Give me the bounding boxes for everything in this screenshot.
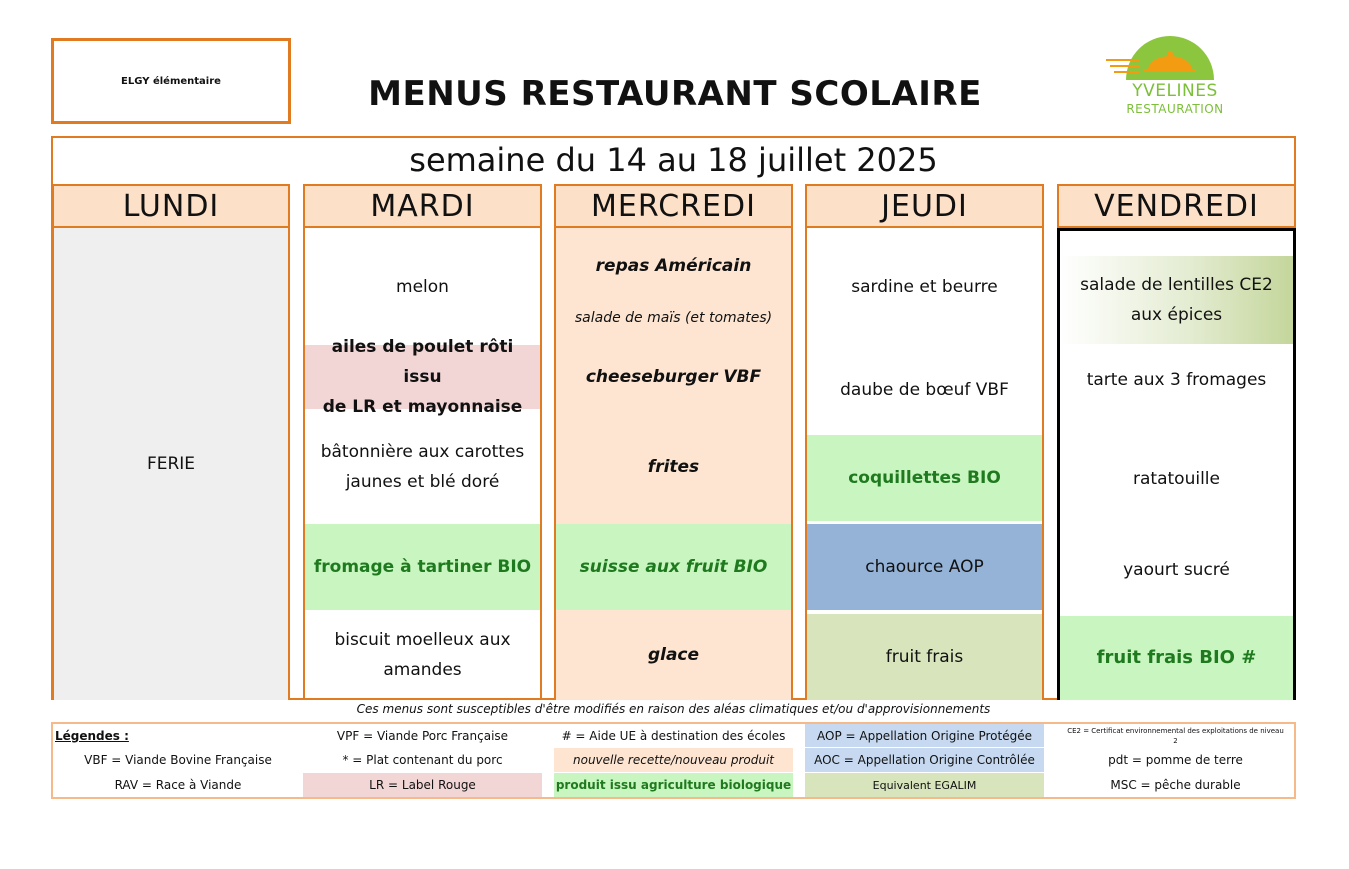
tuesday-main-line2: de LR et mayonnaise — [322, 397, 523, 417]
wednesday-main — [556, 345, 791, 409]
wednesday-dessert — [556, 610, 791, 700]
legend-ue: # = Aide UE à destination des écoles — [561, 728, 786, 743]
tuesday-starter-text: melon — [396, 276, 449, 297]
legend-aop: AOP = Appellation Origine Protégée — [805, 724, 1044, 747]
monday-holiday — [54, 228, 288, 700]
logo-text-restauration: RESTAURATION — [1126, 102, 1224, 116]
thursday-main — [807, 345, 1042, 435]
logo-text-yvelines: YVELINES — [1132, 81, 1218, 101]
legend-title: Légendes : — [55, 728, 129, 743]
tuesday-column — [303, 228, 542, 700]
thursday-dessert — [807, 614, 1042, 700]
day-header-friday: VENDREDI — [1057, 184, 1296, 228]
disclaimer-notice: Ces menus sont susceptibles d'être modifiés en raison des aléas climatiques et/ou d'approvisionnements — [356, 702, 991, 716]
legend-vbf: VBF = Viande Bovine Française — [84, 753, 272, 767]
tuesday-dessert — [305, 610, 540, 700]
page-title: MENUS RESTAURANT SCOLAIRE — [368, 74, 982, 114]
wednesday-dairy — [556, 524, 791, 610]
legend-egalim: Equivalent EGALIM — [805, 773, 1044, 797]
school-name: ELGY élémentaire — [121, 75, 221, 87]
friday-starter-line1: salade de lentilles CE2 — [1080, 275, 1273, 295]
wednesday-side-text: frites — [647, 456, 700, 477]
friday-dairy-text: yaourt sucré — [1123, 560, 1230, 580]
wednesday-theme-text: repas Américain — [595, 256, 752, 276]
legend-vpf: VPF = Viande Porc Française — [336, 728, 509, 743]
legend-rav: RAV = Race à Viande — [114, 778, 242, 792]
friday-dessert-text: fruit frais BIO # — [1096, 647, 1257, 668]
friday-column — [1057, 228, 1296, 700]
friday-dessert — [1060, 616, 1293, 700]
day-header-thursday: JEUDI — [805, 184, 1044, 228]
thursday-dessert-text: fruit frais — [885, 647, 964, 667]
school-name-box — [51, 38, 291, 124]
wednesday-starter-text: salade de maïs (et tomates) — [574, 310, 773, 326]
tuesday-dessert-line2: amandes — [383, 660, 462, 680]
thursday-column — [805, 228, 1044, 700]
legend-bio: produit issu agriculture biologique — [554, 773, 793, 797]
friday-side-text: ratatouille — [1133, 469, 1220, 489]
tuesday-side-line1: bâtonnière aux carottes — [320, 441, 525, 462]
legend-pork: * = Plat contenant du porc — [342, 753, 503, 767]
wednesday-starter — [556, 300, 791, 336]
wednesday-theme — [556, 248, 791, 284]
wednesday-dessert-text: glace — [647, 645, 700, 665]
wednesday-column — [554, 228, 793, 700]
thursday-dairy-text: chaource AOP — [865, 557, 984, 577]
thursday-side-text: coquillettes BIO — [848, 468, 1001, 488]
tuesday-dairy — [305, 524, 540, 610]
monday-column — [52, 228, 290, 700]
friday-dairy — [1060, 527, 1293, 613]
holiday-label: FERIE — [146, 454, 196, 474]
tuesday-dairy-text: fromage à tartiner BIO — [313, 557, 532, 577]
legend-new-recipe: nouvelle recette/nouveau produit — [554, 748, 793, 772]
day-header-wednesday: MERCREDI — [554, 184, 793, 228]
tuesday-side-line2: jaunes et blé doré — [345, 471, 500, 492]
day-header-monday: LUNDI — [52, 184, 290, 228]
legend-aoc: AOC = Appellation Origine Contrôlée — [805, 748, 1044, 772]
day-header-tuesday: MARDI — [303, 184, 542, 228]
wednesday-side — [556, 409, 791, 524]
thursday-starter — [807, 228, 1042, 345]
tuesday-side — [305, 409, 540, 524]
legend-lr: LR = Label Rouge — [303, 773, 542, 797]
friday-main-text: tarte aux 3 fromages — [1086, 370, 1267, 390]
legend-msc: MSC = pêche durable — [1110, 778, 1241, 792]
friday-starter — [1060, 256, 1293, 344]
thursday-side — [807, 435, 1042, 521]
friday-main — [1060, 344, 1293, 416]
tuesday-main — [305, 337, 540, 417]
tuesday-main-line1: ailes de poulet rôti issu — [331, 337, 514, 387]
tuesday-starter — [305, 228, 540, 345]
friday-starter-line2: aux épices — [1130, 305, 1223, 325]
legend-ce2: CE2 = Certificat environnemental des exploitations de niveau 2 — [1067, 726, 1284, 745]
legend-pdt: pdt = pomme de terre — [1108, 753, 1243, 767]
week-title: semaine du 14 au 18 juillet 2025 — [409, 141, 938, 179]
wednesday-main-text: cheeseburger VBF — [585, 367, 762, 387]
wednesday-dairy-text: suisse aux fruit BIO — [579, 557, 768, 577]
thursday-starter-text: sardine et beurre — [851, 276, 998, 297]
thursday-main-text: daube de bœuf VBF — [840, 380, 1009, 400]
tuesday-dessert-line1: biscuit moelleux aux — [334, 630, 511, 650]
friday-side — [1060, 431, 1293, 527]
thursday-dairy — [807, 524, 1042, 610]
